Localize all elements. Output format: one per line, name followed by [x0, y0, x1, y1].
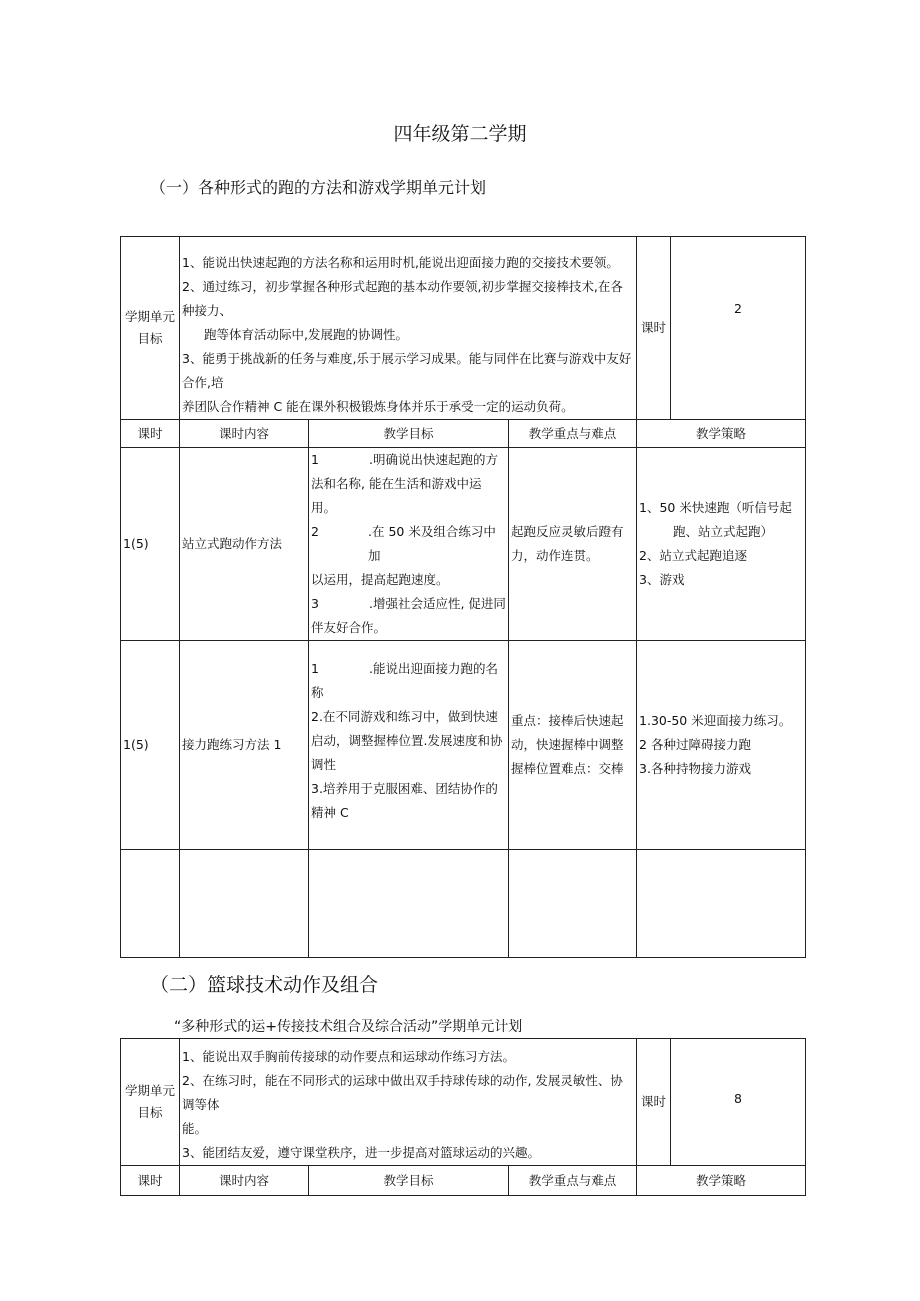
- header-hour: 课时: [121, 420, 180, 448]
- goal-line: 3、能勇于挑战新的任务与难度,乐于展示学习成果。能与同伴在比赛与游戏中友好合作,培: [182, 351, 632, 390]
- row-content: 站立式跑动作方法: [180, 448, 309, 641]
- header-hour: 课时: [121, 1166, 180, 1196]
- obj-text: 法和名称, 能在生活和游戏中运用。: [311, 476, 482, 515]
- section2-heading: （二）篮球技术动作及组合: [150, 974, 379, 996]
- obj-num: 2: [311, 524, 319, 539]
- section2-table: [120, 1038, 806, 1196]
- header-content: 课时内容: [180, 1166, 309, 1196]
- unit-goal-label: 学期单元目标: [121, 237, 180, 420]
- goal-line: 能。: [182, 1121, 208, 1136]
- obj-text: .明确说出快速起跑的方: [369, 452, 498, 467]
- goal-line: 2、在练习时，能在不同形式的运球中做出双手持球传球的动作, 发展灵敏性、协调等体: [182, 1073, 623, 1112]
- obj-text: 称: [311, 685, 324, 700]
- strategy-line: 跑、站立式起跑）: [673, 524, 774, 539]
- strategy-line: 3.各种持物接力游戏: [639, 761, 751, 776]
- goal-line: 跑等体育活动际中,发展跑的协调性。: [204, 327, 408, 342]
- row-hour: 1(5): [121, 448, 180, 641]
- table-row-empty: [121, 850, 806, 958]
- header-strategy: 教学策略: [637, 1166, 806, 1196]
- obj-num: 3: [311, 596, 319, 611]
- strategy-line: 1.30-50 米迎面接力练习。: [639, 713, 792, 728]
- header-focus: 教学重点与难点: [509, 1166, 637, 1196]
- hours-value: 2: [671, 237, 806, 420]
- obj-text: 启动，调整握棒位置.发展速度和协: [311, 733, 503, 748]
- row-objectives: [309, 448, 509, 641]
- focus-line: 力，动作连贯。: [511, 548, 599, 563]
- hours-value: 8: [671, 1039, 806, 1166]
- header-strategy: 教学策略: [637, 420, 806, 448]
- unit-goal-label: 学期单元目标: [121, 1039, 180, 1166]
- goal-line: 1、能说出快速起跑的方法名称和运用时机,能说出迎面接力跑的交接技术要领。: [182, 255, 619, 270]
- focus-line: 起跑反应灵敏后蹬有: [511, 524, 624, 539]
- row-focus: [509, 641, 637, 850]
- obj-num: 1: [311, 661, 319, 676]
- goal-line: 3、能团结友爱，遵守课堂秩序，进一步提高对篮球运动的兴趣。: [182, 1145, 540, 1160]
- row-hour: 1(5): [121, 641, 180, 850]
- obj-text: 以运用，提高起跑速度。: [311, 572, 449, 587]
- obj-text: .增强社会适应性, 促进同: [369, 596, 506, 611]
- obj-text: 3.培养用于克服困难、团结协作的: [311, 781, 498, 796]
- focus-line: 重点：接棒后快速起: [511, 713, 624, 728]
- obj-text: 伴友好合作。: [311, 620, 387, 635]
- goal-line: 1、能说出双手胸前传接球的动作要点和运球动作练习方法。: [182, 1049, 515, 1064]
- strategy-line: 3、游戏: [639, 572, 685, 587]
- row-focus: [509, 448, 637, 641]
- strategy-line: 1、50 米快速跑（听信号起: [639, 500, 792, 515]
- hours-label: 课时: [637, 237, 671, 420]
- strategy-line: 2、站立式起跑追逐: [639, 548, 747, 563]
- section1-table: [120, 236, 806, 958]
- row-strategy: [637, 448, 806, 641]
- section2-subheading: “多种形式的运+传接技术组合及综合活动”学期单元计划: [174, 1019, 523, 1035]
- goal-line: 2、通过练习，初步掌握各种形式起跑的基本动作要领,初步掌握交接棒技术,在各种接力、: [182, 279, 623, 318]
- obj-text: .在 50 米及组合练习中加: [368, 524, 496, 563]
- table-row: [121, 641, 806, 850]
- header-focus: 教学重点与难点: [509, 420, 637, 448]
- obj-text: 精神 C: [311, 805, 349, 820]
- focus-line: 握棒位置难点：交棒: [511, 761, 624, 776]
- header-objective: 教学目标: [309, 1166, 509, 1196]
- hours-label: 课时: [637, 1039, 671, 1166]
- unit-goals: [180, 1039, 637, 1166]
- obj-text: 2.在不同游戏和练习中，做到快速: [311, 709, 498, 724]
- obj-num: 1: [311, 452, 319, 467]
- header-objective: 教学目标: [309, 420, 509, 448]
- goal-line: 养团队合作精神 C 能在课外积极锻炼身体并乐于承受一定的运动负荷。: [182, 399, 574, 414]
- focus-line: 动，快速握棒中调整: [511, 737, 624, 752]
- row-objectives: [309, 641, 509, 850]
- obj-text: .能说出迎面接力跑的名: [369, 661, 498, 676]
- strategy-line: 2 各种过障碍接力跑: [639, 737, 751, 752]
- header-content: 课时内容: [180, 420, 309, 448]
- row-strategy: [637, 641, 806, 850]
- unit-goals: [180, 237, 637, 420]
- page-title: 四年级第二学期: [393, 123, 527, 145]
- section1-heading: （一）各种形式的跑的方法和游戏学期单元计划: [150, 178, 487, 197]
- table-row: [121, 448, 806, 641]
- obj-text: 调性: [311, 757, 337, 772]
- row-content: 接力跑练习方法 1: [180, 641, 309, 850]
